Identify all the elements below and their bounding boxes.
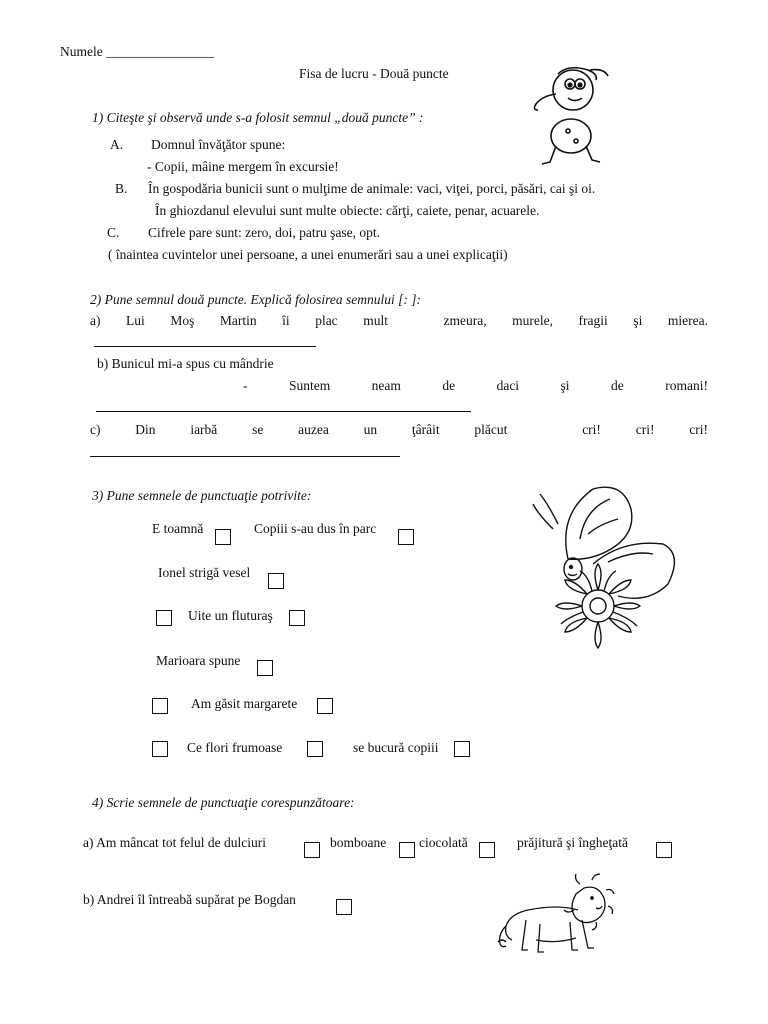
punctuation-box[interactable]: [656, 842, 672, 858]
ex2-b-sentence: [243, 379, 708, 393]
punctuation-box[interactable]: [398, 529, 414, 545]
ex4-a-part1: a) Am mâncat tot felul de dulciuri: [83, 835, 266, 850]
punctuation-box[interactable]: [454, 741, 470, 757]
word: cri!: [689, 422, 708, 437]
word: cri!: [582, 422, 601, 437]
ex2-b-answer-line[interactable]: [96, 411, 471, 412]
punctuation-box[interactable]: [304, 842, 320, 858]
ex1-a-text: Domnul învăţător spune:: [151, 137, 286, 152]
ex2-c-sentence: [90, 423, 708, 437]
ex4-a-part4: prăjitură şi îngheţată: [517, 835, 628, 850]
ex4-heading: 4) Scrie semnele de punctuaţie corespunzătoare:: [92, 795, 355, 810]
punctuation-box[interactable]: [215, 529, 231, 545]
ex1-heading: 1) Citeşte şi observă unde s-a folosit semnul „două puncte” :: [92, 110, 424, 125]
ex4-a-part3: ciocolată: [419, 835, 468, 850]
ex3-s3: Uite un fluturaş: [188, 608, 273, 623]
ex1-c-letter: C.: [107, 225, 120, 240]
word: ţârâit: [411, 422, 440, 437]
ex1-c-text: Cifrele pare sunt: zero, doi, patru şase, opt.: [148, 225, 381, 240]
word: zmeura,: [443, 313, 487, 328]
punctuation-box[interactable]: [152, 741, 168, 757]
punctuation-box[interactable]: [307, 741, 323, 757]
punctuation-box[interactable]: [399, 842, 415, 858]
word: a): [90, 313, 101, 328]
ex2-heading: 2) Pune semnul două puncte. Explică folosirea semnului [: ]:: [90, 292, 421, 307]
ex4-a-part2: bomboane: [330, 835, 387, 850]
word: -: [243, 378, 248, 393]
word: neam: [371, 378, 401, 393]
punctuation-box[interactable]: [479, 842, 495, 858]
word: mult: [363, 313, 388, 328]
punctuation-box[interactable]: [317, 698, 333, 714]
word: iarbă: [190, 422, 218, 437]
ex3-s6a: Ce flori frumoase: [187, 740, 283, 755]
punctuation-box[interactable]: [156, 610, 172, 626]
word: de: [611, 378, 624, 393]
ex1-b-text: În gospodăria bunicii sunt o mulţime de animale: vaci, viţei, porci, păsări, cai şi oi.: [148, 181, 596, 196]
word: Din: [135, 422, 156, 437]
word: auzea: [298, 422, 329, 437]
word: îi: [282, 313, 290, 328]
word: Lui: [126, 313, 145, 328]
word: se: [252, 422, 264, 437]
ex1-b-line2: În ghiozdanul elevului sunt multe obiecte: cărţi, caiete, penar, acuarele.: [155, 203, 540, 218]
page-title: Fisa de lucru - Două puncte: [299, 66, 449, 81]
word: de: [442, 378, 456, 393]
punctuation-box[interactable]: [257, 660, 273, 676]
word: cri!: [635, 422, 655, 437]
word: plac: [315, 313, 338, 328]
word: romani!: [665, 378, 708, 393]
lion-illustration: [496, 880, 614, 960]
word: Martin: [219, 313, 257, 328]
word: mierea.: [667, 313, 708, 328]
punctuation-box[interactable]: [268, 573, 284, 589]
word: Moş: [170, 313, 195, 328]
ex2-a-sentence: [90, 314, 708, 328]
ex3-s6b: se bucură copiii: [353, 740, 439, 755]
ex2-a-answer-line[interactable]: [94, 346, 316, 347]
word: fragii: [578, 313, 608, 328]
word: murele,: [512, 313, 554, 328]
word: daci: [496, 378, 520, 393]
cartoon-character-illustration: [528, 62, 618, 167]
ex1-a-line2: - Copii, mâine mergem în excursie!: [147, 159, 339, 174]
ex3-heading: 3) Pune semnele de punctuaţie potrivite:: [92, 488, 312, 503]
word: un: [363, 422, 378, 437]
word: Suntem: [288, 378, 331, 393]
ex4-b-text: b) Andrei îl întreabă supărat pe Bogdan: [83, 892, 296, 907]
ex2-c-answer-line[interactable]: [90, 456, 400, 457]
word: plăcut: [474, 422, 508, 437]
ex1-a-letter: A.: [110, 137, 124, 152]
ex1-b-letter: B.: [115, 181, 128, 196]
word: c): [90, 422, 101, 437]
name-label: Numele ________________: [60, 44, 215, 59]
word: şi: [560, 378, 570, 393]
ex3-s1a: E toamnă: [152, 521, 204, 536]
ex1-note: ( înaintea cuvintelor unei persoane, a unei enumerări sau a unei explicaţii): [108, 247, 508, 262]
ex3-s1b: Copiii s-au dus în parc: [254, 521, 377, 536]
ex3-s4: Marioara spune: [156, 653, 241, 668]
punctuation-box[interactable]: [152, 698, 168, 714]
punctuation-box[interactable]: [336, 899, 352, 915]
ex2-b-intro: b) Bunicul mi-a spus cu mândrie: [97, 356, 274, 371]
ex3-s2: Ionel strigă vesel: [158, 565, 251, 580]
butterfly-flower-illustration: [528, 484, 688, 664]
word: şi: [633, 313, 643, 328]
punctuation-box[interactable]: [289, 610, 305, 626]
ex3-s5: Am găsit margarete: [191, 696, 298, 711]
